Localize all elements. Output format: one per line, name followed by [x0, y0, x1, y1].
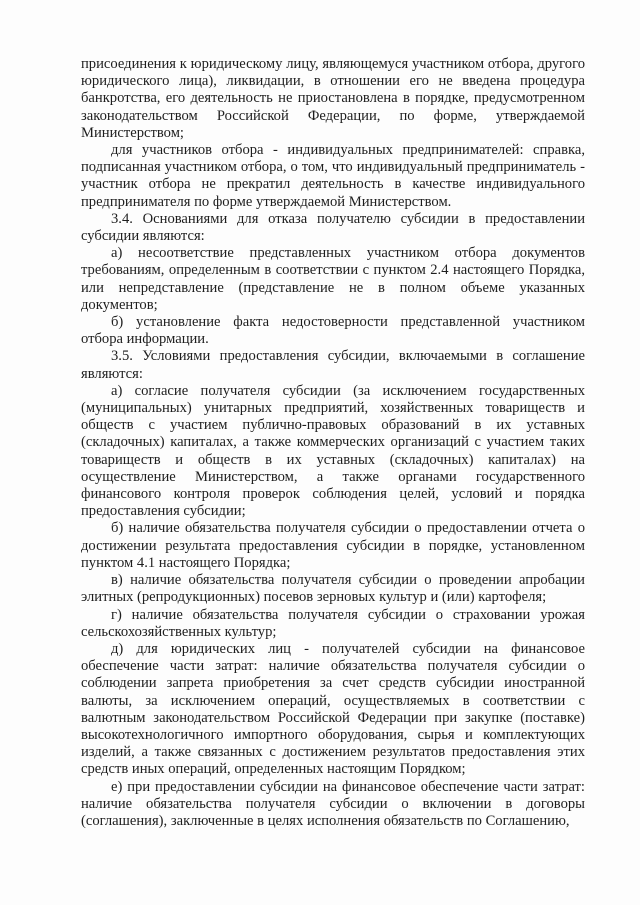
paragraph-bankruptcy-certificate: присоединения к юридическому лицу, являющемуся участником отбора, другого юридического лица), ликвидации, в отношении его не введена процедура банкротства, его деятельность не приостановлена в порядке, предусмотренном законодательством Российской Федерации, по форме, утверждаемой Министерством;	[81, 56, 585, 141]
paragraph-condition-b: б) наличие обязательства получателя субсидии о предоставлении отчета о достижении результата предоставления субсидии в порядке, установленном пунктом 4.1 настоящего Порядка;	[81, 520, 585, 571]
paragraph-refusal-b: б) установление факта недостоверности представленной участником отбора информации.	[81, 314, 585, 348]
paragraph-refusal-a: а) несоответствие представленных участником отбора документов требованиям, определенным в соответствии с пунктом 2.4 настоящего Порядка, или непредставление (представление не в полном объеме указанных документов;	[81, 245, 585, 313]
paragraph-condition-g: г) наличие обязательства получателя субсидии о страховании урожая сельскохозяйственных культур;	[81, 606, 585, 640]
document-body	[81, 56, 585, 830]
paragraph-condition-a: а) согласие получателя субсидии (за исключением государственных (муниципальных) унитарных предприятий, хозяйственных товариществ и обществ с участием публично-правовых образований в их уставных (складочных) капиталах, а также коммерческих организаций с участием таких товариществ и обществ в их уставных (складочных) капиталах) на осуществление Министерством, а также органами государственного финансового контроля проверок соблюдения целей, условий и порядка предоставления субсидии;	[81, 382, 585, 520]
paragraph-condition-e: е) при предоставлении субсидии на финансовое обеспечение части затрат: наличие обязательства получателя субсидии о включении в договоры (соглашения), заключенные в целях исполнения обязательств по Соглашению,	[81, 778, 585, 829]
paragraph-entrepreneur-certificate: для участников отбора - индивидуальных предпринимателей: справка, подписанная участником отбора, о том, что индивидуальный предприниматель - участник отбора не прекратил деятельность в качестве индивидуального предпринимателя по форме утверждаемой Министерством.	[81, 142, 585, 210]
paragraph-refusal-grounds-heading: 3.4. Основаниями для отказа получателю субсидии в предоставлении субсидии являются:	[81, 210, 585, 245]
paragraph-condition-d: д) для юридических лиц - получателей субсидии на финансовое обеспечение части затрат: наличие обязательства получателя субсидии о соблюдении запрета приобретения за счет средств субсидии иностранной валюты, за исключением операций, осуществляемых в соответствии с валютным законодательством Российской Федерации при закупке (поставке) высокотехнологичного импортного оборудования, сырья и комплектующих изделий, а также связанных с достижением результатов предоставления этих средств иных операций, определенных настоящим Порядком;	[81, 640, 585, 778]
paragraph-conditions-heading: 3.5. Условиями предоставления субсидии, включаемыми в соглашение являются:	[81, 348, 585, 382]
paragraph-condition-v: в) наличие обязательства получателя субсидии о проведении апробации элитных (репродукционных) посевов зерновых культур и (или) картофеля;	[81, 572, 585, 606]
